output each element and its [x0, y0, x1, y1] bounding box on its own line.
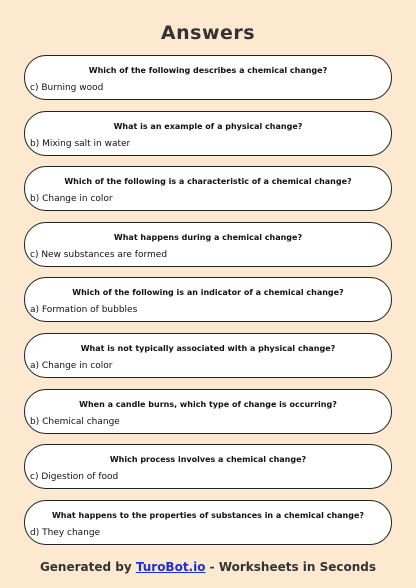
answer-card [24, 55, 392, 100]
answer-card [24, 500, 392, 545]
answer-card [24, 444, 392, 489]
answer-card [24, 222, 392, 267]
question-text: What happens to the properties of substances in a chemical change? [51, 510, 365, 520]
footer-prefix: Generated by [39, 560, 136, 574]
answer-card [24, 111, 392, 156]
question-text: What is not typically associated with a physical change? [80, 343, 336, 353]
question-text: Which process involves a chemical change? [109, 455, 307, 465]
page-title: Answers [160, 22, 256, 44]
answer-list [24, 55, 392, 555]
answer-text: b) Chemical change [30, 416, 120, 427]
answer-card [24, 166, 392, 211]
answer-card [24, 389, 392, 434]
answer-text: c) Digestion of food [30, 472, 119, 483]
answer-text: c) Burning wood [30, 83, 104, 93]
answer-text: d) They change [30, 527, 101, 538]
answer-card [24, 333, 392, 378]
question-text: Which of the following is a characteristic of a chemical change? [64, 177, 352, 187]
footer-suffix: - Worksheets in Seconds [205, 560, 377, 574]
footer [0, 560, 416, 574]
question-text: Which of the following is an indicator of a chemical change? [72, 288, 344, 298]
question-text: Which of the following describes a chemical change? [88, 66, 328, 75]
question-text: What happens during a chemical change? [113, 232, 303, 242]
answer-text: b) Mixing salt in water [30, 138, 131, 149]
answer-text: b) Change in color [30, 194, 113, 205]
answer-text: a) Change in color [30, 360, 113, 371]
answer-text: c) New substances are formed [30, 249, 168, 260]
question-text: When a candle burns, which type of change is occurring? [79, 399, 337, 409]
question-text: What is an example of a physical change? [113, 121, 303, 131]
turobot-link[interactable]: TuroBot.io [135, 560, 206, 574]
answer-text: a) Formation of bubbles [30, 305, 138, 316]
answer-card [24, 277, 392, 322]
